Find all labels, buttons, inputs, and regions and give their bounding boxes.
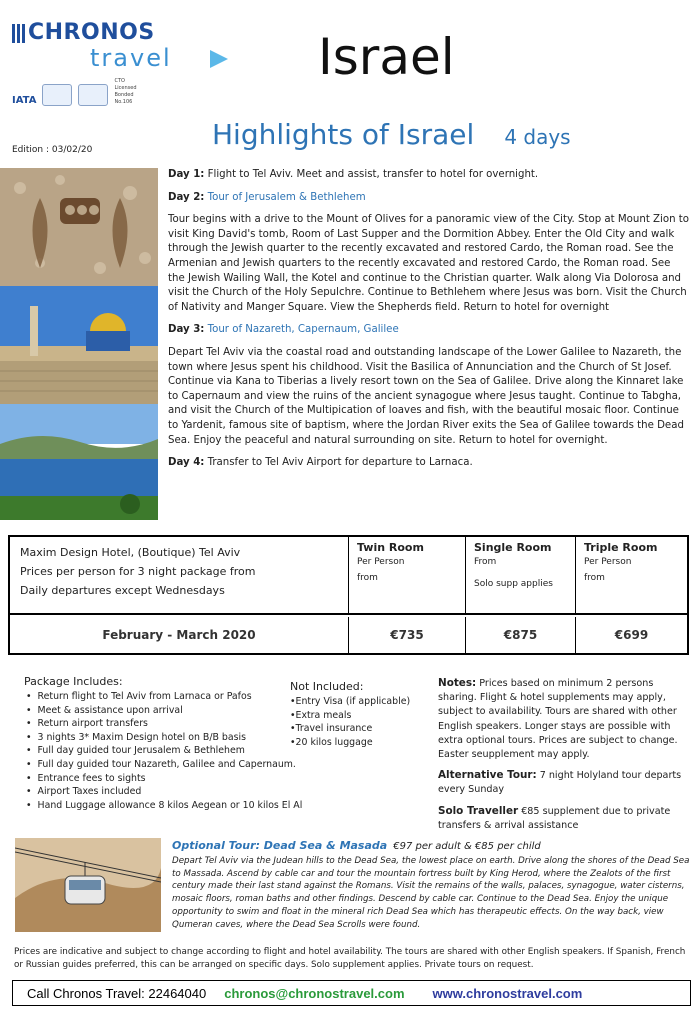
- day-4: [168, 456, 690, 471]
- not-included-heading: Not Included:: [290, 680, 364, 693]
- sea-of-galilee-photo: [0, 404, 158, 520]
- logo-bars-icon: [12, 24, 25, 43]
- optional-tour-price: €97 per adult & €85 per child: [393, 841, 541, 852]
- list-item: • Return flight to Tel Aviv from Larnaca or Pafos: [24, 690, 324, 704]
- day-1-text: Flight to Tel Aviv. Meet and assist, transfer to hotel for overnight.: [207, 169, 539, 180]
- list-item: • Travel insurance: [290, 722, 440, 736]
- mosaic-fish-photo: [0, 168, 158, 286]
- solo-traveller-paragraph: [438, 804, 690, 833]
- list-item: • 20 kilos luggage: [290, 736, 440, 750]
- hotel-price-basis: Prices per person for 3 night package from: [20, 565, 256, 578]
- cable-car-photo: [15, 838, 161, 932]
- solo-traveller-text: €85 supplement due to private transfers & arrival assistance: [438, 805, 671, 831]
- iata-badge: IATA: [12, 95, 37, 106]
- twin-room-line1: Per Person: [357, 557, 405, 567]
- list-item: • Full day guided tour Jerusalem & Bethlehem: [24, 744, 324, 758]
- page-title: Israel: [318, 28, 455, 86]
- accreditation-badges: [12, 78, 138, 106]
- twin-room-line2: from: [357, 573, 378, 583]
- logo-arrow-icon: [210, 50, 228, 68]
- association-badge-icon: [42, 84, 72, 106]
- day-3-label: Day 3:: [168, 324, 205, 336]
- list-item: • Full day guided tour Nazareth, Galilee and Capernaum.: [24, 758, 324, 772]
- day-2: [168, 191, 690, 206]
- optional-tour-description: Depart Tel Aviv via the Judean hills to the Dead Sea, the lowest place on earth. Drive along the shores of the Dead Sea to Massada. Ascend by cable car and tour the mountain fortress built by King Herod, where the Zealots of the first century made their last stand against the Romans. Visit the remains of the walls, palaces, synagogue, water cisterns, mosaic floors, roman baths and other findings. Descend by cable car. Continue to the Dead Sea. Enjoy the unique opportunity to swim and float in the mineral rich Dead Sea which has therapeutic effects. On the way back, view Qumeran caves, where the Dead Sea Scrolls were found.: [172, 855, 690, 930]
- package-includes-list: [24, 690, 324, 812]
- optional-tour-title-row: [172, 840, 692, 854]
- hotel-info-cell: [10, 537, 348, 613]
- triple-room-title: Triple Room: [584, 541, 658, 554]
- price-twin: €735: [348, 617, 465, 653]
- hotel-departures: Daily departures except Wednesdays: [20, 584, 225, 597]
- package-includes-heading: Package Includes:: [24, 675, 123, 688]
- not-included: [290, 680, 440, 749]
- tour-name: Highlights of Israel: [212, 118, 475, 151]
- triple-room-line1: Per Person: [584, 557, 632, 567]
- list-item: • Entrance fees to sights: [24, 772, 324, 786]
- notes-paragraph: [438, 676, 690, 762]
- list-item: • Hand Luggage allowance 8 kilos Aegean or 10 kilos El Al: [24, 799, 324, 813]
- alternative-tour-paragraph: [438, 768, 690, 797]
- price-table: [8, 535, 689, 655]
- single-room-header: [465, 537, 575, 613]
- tour-duration: 4 days: [504, 125, 571, 149]
- season-label: February - March 2020: [102, 628, 256, 642]
- notes-section: [438, 676, 690, 839]
- price-table-header-row: [10, 537, 687, 615]
- contact-bar: [12, 980, 691, 1006]
- solo-traveller-label: Solo Traveller: [438, 804, 519, 817]
- day-1-label: Day 1:: [168, 169, 205, 180]
- single-room-line2: Solo supp applies: [474, 579, 553, 589]
- list-item: • Extra meals: [290, 709, 440, 723]
- optional-tour: [172, 840, 692, 932]
- day-2-description: Tour begins with a drive to the Mount of Olives for a panoramic view of the City. Stop at Mount Zion to visit King David's tomb, Room of Last Supper and the Dormition Abbey. Enter the Old City and walk through the Jewish quarter to the recently excavated and restored Cardo, the Roman road. See the Armenian and Jewish quarters to the recently excavated and restored Cardo, the Roman road. See the Jewish Wailing Wall, the Kotel and continue to the Christian quarter. Walk along Via Dolorosa and visit the Church of the Holy Sepulchre. Continue to Bethlehem where Jesus was born. Visit the Church of Nativity and Manger Square. View the Shepherds field. Return to hotel for overnight: [168, 214, 690, 313]
- list-item: • Airport Taxes included: [24, 785, 324, 799]
- day-3-description: Depart Tel Aviv via the coastal road and outstanding landscape of the Lower Galilee to Nazareth, the town where Jesus spent his childhood. Visit the Basilica of Annunciation and the Church of St Josef. Continue via Kana to Tiberias a lively resort town on the Sea of Galilee. Drive along the Kinnaret lake to Capernaum and view the ruins of the ancient synagogue where Jesus taught. Continue to Tabgha, and visit the Church of the Multipication of loaves and fish, with the beautiful mosaic floor. Continue to Yardenit, famous site of baptism, where the Jordan River exits the Sea of Galilee towards the Dead Sea. Enjoy the peaceful and natural surrounding on site. Return to hotel for overnight.: [168, 346, 684, 446]
- day-3-title: Tour of Nazareth, Capernaum, Galilee: [207, 324, 399, 336]
- contact-website-link[interactable]: www.chronostravel.com: [432, 985, 583, 1001]
- day-2-label: Day 2:: [168, 191, 205, 203]
- triple-room-line2: from: [584, 573, 605, 583]
- day-1: [168, 168, 690, 183]
- package-includes: [24, 675, 324, 812]
- contact-email-link[interactable]: chronos@chronostravel.com: [224, 985, 405, 1001]
- alternative-tour-label: Alternative Tour:: [438, 769, 537, 782]
- triple-room-header: [575, 537, 687, 613]
- jerusalem-dome-photo: [0, 286, 158, 404]
- list-item: • Meet & assistance upon arrival: [24, 704, 324, 718]
- list-item: • Return airport transfers: [24, 717, 324, 731]
- itinerary: [168, 168, 690, 479]
- day-4-label: Day 4:: [168, 457, 205, 469]
- single-room-title: Single Room: [474, 541, 552, 554]
- notes-label: Notes:: [438, 677, 477, 689]
- price-triple: €699: [575, 617, 687, 653]
- price-disclaimer: Prices are indicative and subject to change according to flight and hotel availability. The tours are shared with other English speakers. If Spanish, French or Russian guides preferred, this can be arranged on specific days. Solo supplement applies. Private tours on request.: [14, 947, 686, 971]
- day-4-text: Transfer to Tel Aviv Airport for departure to Larnaca.: [207, 457, 473, 469]
- twin-room-header: [348, 537, 465, 613]
- list-item: • 3 nights 3* Maxim Design hotel on B/B basis: [24, 731, 324, 745]
- tourism-badge-icon: [78, 84, 108, 106]
- optional-tour-title: Optional Tour: Dead Sea & Masada: [172, 839, 388, 852]
- contact-phone: Call Chronos Travel: 22464040: [27, 985, 207, 1001]
- single-room-line1: From: [474, 557, 497, 567]
- logo-chronos-text: CHRONOS: [28, 20, 155, 45]
- logo-travel-text: travel: [90, 44, 172, 72]
- cto-license-text: CTO Licensed Bonded No.106: [114, 78, 137, 105]
- edition-date: Edition : 03/02/20: [12, 145, 93, 155]
- alternative-tour-text: 7 night Holyland tour departs every Sunday: [438, 770, 682, 796]
- notes-text: Prices based on minimum 2 persons sharing. Flight & hotel supplements may apply, subject to availability. Tours are shared with other English speakers. Longer stays are possible with extra optional tours. Prices are subject to change. Easter seupplement may apply.: [438, 678, 678, 761]
- tour-subtitle: [212, 118, 571, 151]
- day-2-title: Tour of Jerusalem & Bethlehem: [207, 191, 366, 203]
- price-row: [10, 617, 687, 653]
- day-3: [168, 323, 690, 338]
- list-item: • Entry Visa (if applicable): [290, 695, 440, 709]
- twin-room-title: Twin Room: [357, 541, 424, 554]
- chronos-travel-logo: [12, 20, 242, 130]
- hotel-name: Maxim Design Hotel, (Boutique) Tel Aviv: [20, 546, 241, 559]
- not-included-list: [290, 695, 440, 749]
- price-single: €875: [465, 617, 575, 653]
